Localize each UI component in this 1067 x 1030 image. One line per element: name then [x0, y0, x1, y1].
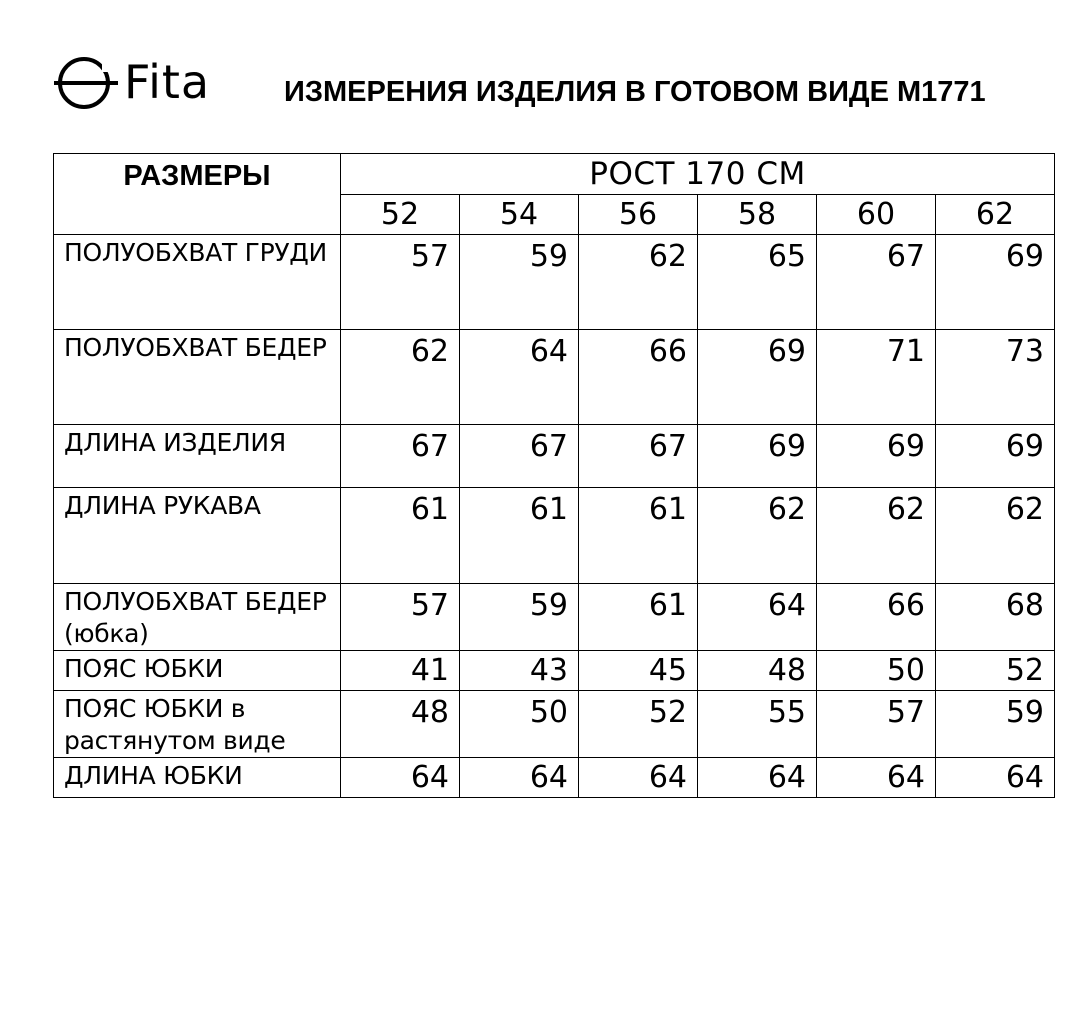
cell-value: 68 [936, 584, 1055, 651]
size-column-header: 52 [341, 195, 460, 235]
cell-value: 43 [460, 651, 579, 691]
cell-value: 61 [341, 488, 460, 584]
cell-value: 57 [341, 584, 460, 651]
cell-value: 62 [341, 330, 460, 425]
size-column-header: 54 [460, 195, 579, 235]
height-header: РОСТ 170 СМ [341, 154, 1055, 195]
cell-value: 50 [460, 691, 579, 758]
table-row [54, 330, 1055, 425]
cell-value: 69 [817, 425, 936, 488]
cell-value: 57 [341, 235, 460, 330]
cell-value: 52 [936, 651, 1055, 691]
page-title: ИЗМЕРЕНИЯ ИЗДЕЛИЯ В ГОТОВОМ ВИДЕ М1771 [284, 76, 986, 108]
cell-value: 65 [698, 235, 817, 330]
cell-value: 69 [936, 425, 1055, 488]
cell-value: 64 [698, 758, 817, 798]
size-column-header: 62 [936, 195, 1055, 235]
cell-value: 64 [936, 758, 1055, 798]
row-label: ПОЛУОБХВАТ БЕДЕР [54, 330, 341, 425]
cell-value: 61 [579, 584, 698, 651]
size-table [53, 153, 1055, 798]
table-row [54, 758, 1055, 798]
cell-value: 69 [698, 425, 817, 488]
cell-value: 64 [817, 758, 936, 798]
cell-value: 69 [936, 235, 1055, 330]
cell-value: 61 [460, 488, 579, 584]
fita-logo-icon [54, 52, 118, 112]
cell-value: 45 [579, 651, 698, 691]
cell-value: 69 [698, 330, 817, 425]
cell-value: 71 [817, 330, 936, 425]
size-column-header: 56 [579, 195, 698, 235]
cell-value: 66 [817, 584, 936, 651]
table-row [54, 584, 1055, 651]
cell-value: 67 [579, 425, 698, 488]
cell-value: 48 [698, 651, 817, 691]
cell-value: 41 [341, 651, 460, 691]
cell-value: 67 [341, 425, 460, 488]
cell-value: 64 [460, 330, 579, 425]
cell-value: 66 [579, 330, 698, 425]
row-label: ПОЛУОБХВАТ ГРУДИ [54, 235, 341, 330]
size-column-header: 60 [817, 195, 936, 235]
size-column-header: 58 [698, 195, 817, 235]
row-label: ДЛИНА ИЗДЕЛИЯ [54, 425, 341, 488]
cell-value: 64 [579, 758, 698, 798]
cell-value: 64 [341, 758, 460, 798]
table-row [54, 488, 1055, 584]
cell-value: 59 [460, 235, 579, 330]
cell-value: 73 [936, 330, 1055, 425]
brand-name: Fita [124, 55, 211, 109]
cell-value: 67 [460, 425, 579, 488]
cell-value: 59 [936, 691, 1055, 758]
cell-value: 62 [579, 235, 698, 330]
cell-value: 64 [698, 584, 817, 651]
cell-value: 50 [817, 651, 936, 691]
brand-logo [54, 52, 210, 112]
cell-value: 62 [817, 488, 936, 584]
cell-value: 64 [460, 758, 579, 798]
cell-value: 52 [579, 691, 698, 758]
row-label: ДЛИНА ЮБКИ [54, 758, 341, 798]
cell-value: 62 [936, 488, 1055, 584]
table-row [54, 651, 1055, 691]
row-label: ПОЛУОБХВАТ БЕДЕР (юбка) [54, 584, 341, 651]
cell-value: 67 [817, 235, 936, 330]
cell-value: 61 [579, 488, 698, 584]
row-label: ПОЯС ЮБКИ в растянутом виде [54, 691, 341, 758]
table-row [54, 235, 1055, 330]
row-label: ПОЯС ЮБКИ [54, 651, 341, 691]
row-label: ДЛИНА РУКАВА [54, 488, 341, 584]
table-row [54, 425, 1055, 488]
cell-value: 57 [817, 691, 936, 758]
sizes-header: РАЗМЕРЫ [54, 154, 341, 235]
cell-value: 62 [698, 488, 817, 584]
cell-value: 55 [698, 691, 817, 758]
cell-value: 48 [341, 691, 460, 758]
table-row [54, 691, 1055, 758]
cell-value: 59 [460, 584, 579, 651]
